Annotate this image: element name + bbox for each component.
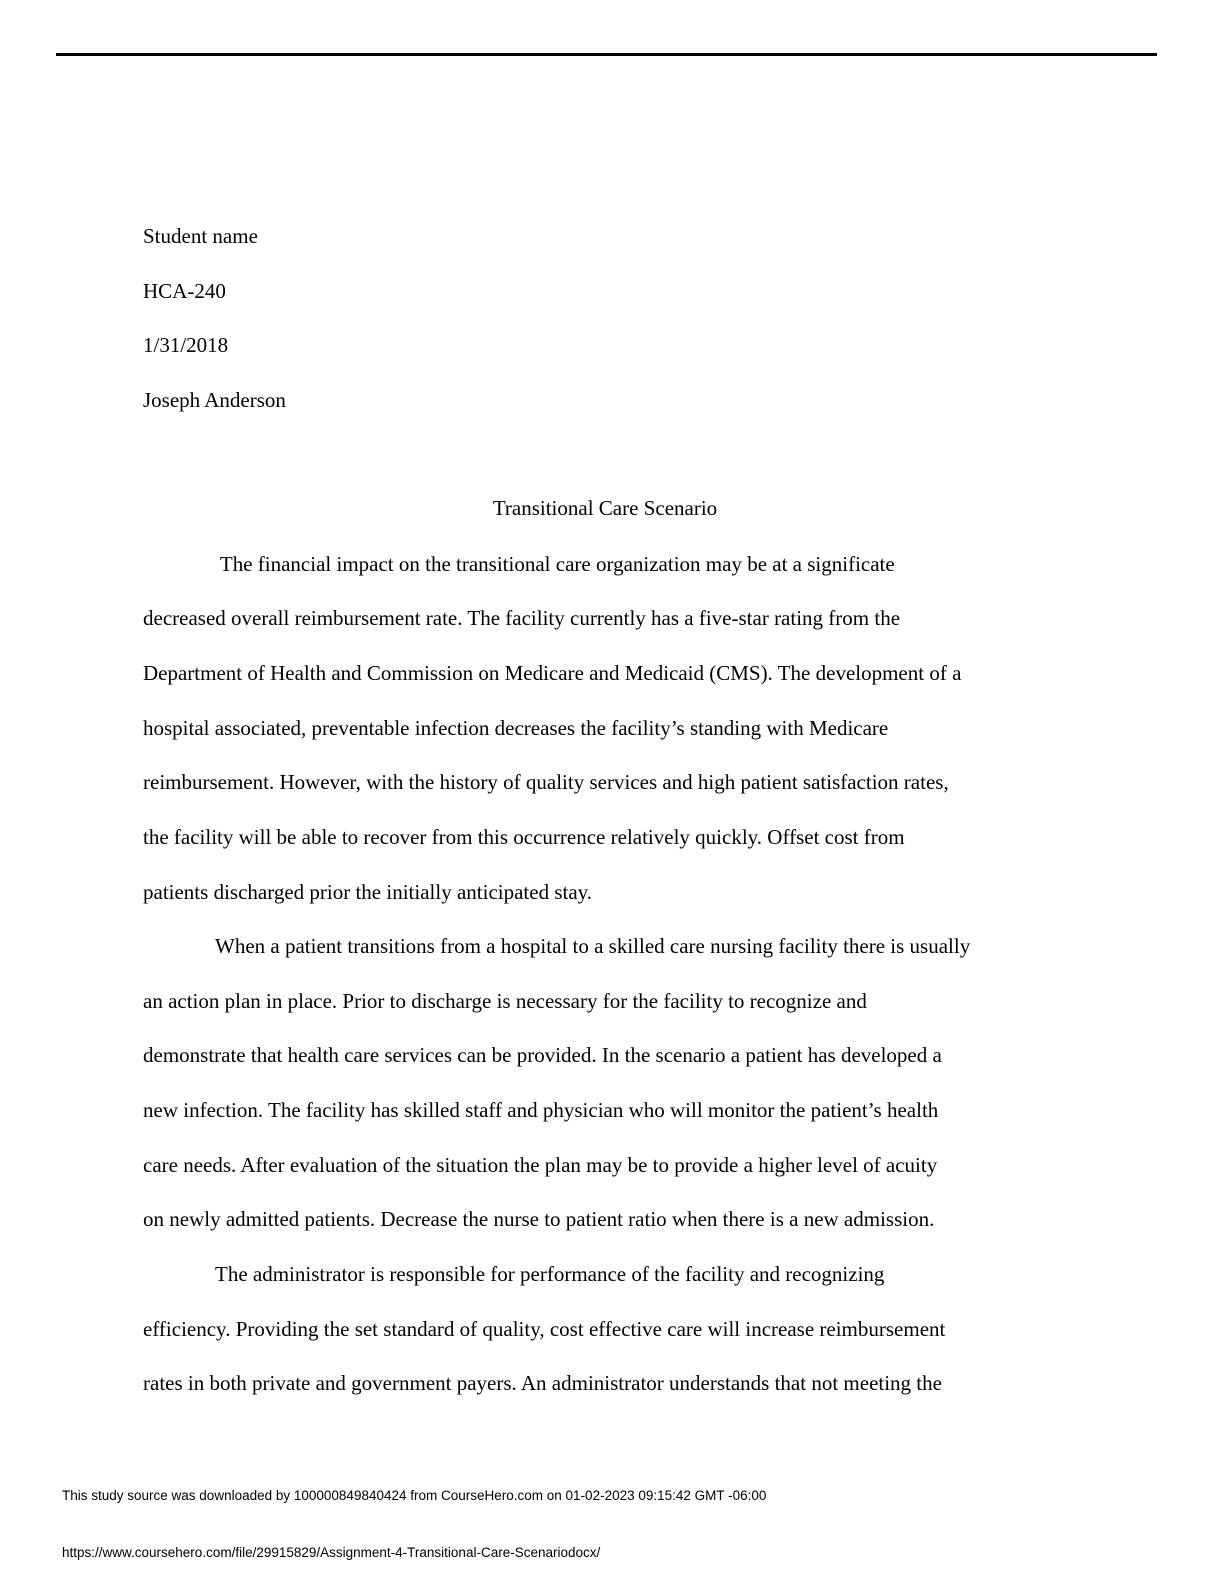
paragraph-3-line-2: efficiency. Providing the set standard of quality, cost effective care will increase reimbursement — [143, 1317, 946, 1341]
paragraph-1-line-3: Department of Health and Commission on Medicare and Medicaid (CMS). The development of a — [143, 661, 962, 685]
paragraph-1-line-1: The financial impact on the transitional care organization may be at a significate — [215, 552, 895, 576]
paragraph-3-line-1: The administrator is responsible for performance of the facility and recognizing — [215, 1262, 885, 1286]
paragraph-2-line-2: an action plan in place. Prior to discharge is necessary for the facility to recognize and — [143, 989, 867, 1013]
paragraph-2-line-4: new infection. The facility has skilled staff and physician who will monitor the patient’s health — [143, 1098, 939, 1122]
paragraph-2-line-3: demonstrate that health care services can be provided. In the scenario a patient has developed a — [143, 1043, 942, 1067]
course-code: HCA-240 — [143, 279, 226, 303]
paragraph-1-line-6: the facility will be able to recover from this occurrence relatively quickly. Offset cost from — [143, 825, 905, 849]
paragraph-2-line-1: When a patient transitions from a hospital to a skilled care nursing facility there is usually — [215, 934, 971, 958]
paragraph-3-line-3: rates in both private and government payers. An administrator understands that not meeting the — [143, 1371, 942, 1395]
paragraph-2-line-6: on newly admitted patients. Decrease the nurse to patient ratio when there is a new admission. — [143, 1207, 935, 1231]
download-notice: This study source was downloaded by 100000849840424 from CourseHero.com on 01-02-2023 09:15:42 GMT -06:00 — [62, 1488, 767, 1503]
paragraph-1-line-2: decreased overall reimbursement rate. The facility currently has a five-star rating from the — [143, 606, 901, 630]
paragraph-1-line-7: patients discharged prior the initially anticipated stay. — [143, 880, 593, 904]
student-name: Student name — [143, 224, 258, 248]
paragraph-1-line-4: hospital associated, preventable infection decreases the facility’s standing with Medicare — [143, 716, 889, 740]
document-title: Transitional Care Scenario — [492, 496, 718, 520]
source-url-link[interactable]: https://www.coursehero.com/file/29915829/Assignment-4-Transitional-Care-Scenariodocx/ — [62, 1545, 601, 1560]
header-rule — [56, 53, 1157, 56]
date: 1/31/2018 — [143, 333, 229, 357]
instructor-name: Joseph Anderson — [143, 388, 286, 412]
paragraph-2-line-5: care needs. After evaluation of the situation the plan may be to provide a higher level of acuity — [143, 1153, 938, 1177]
paragraph-1-line-5: reimbursement. However, with the history of quality services and high patient satisfaction rates, — [143, 770, 949, 794]
